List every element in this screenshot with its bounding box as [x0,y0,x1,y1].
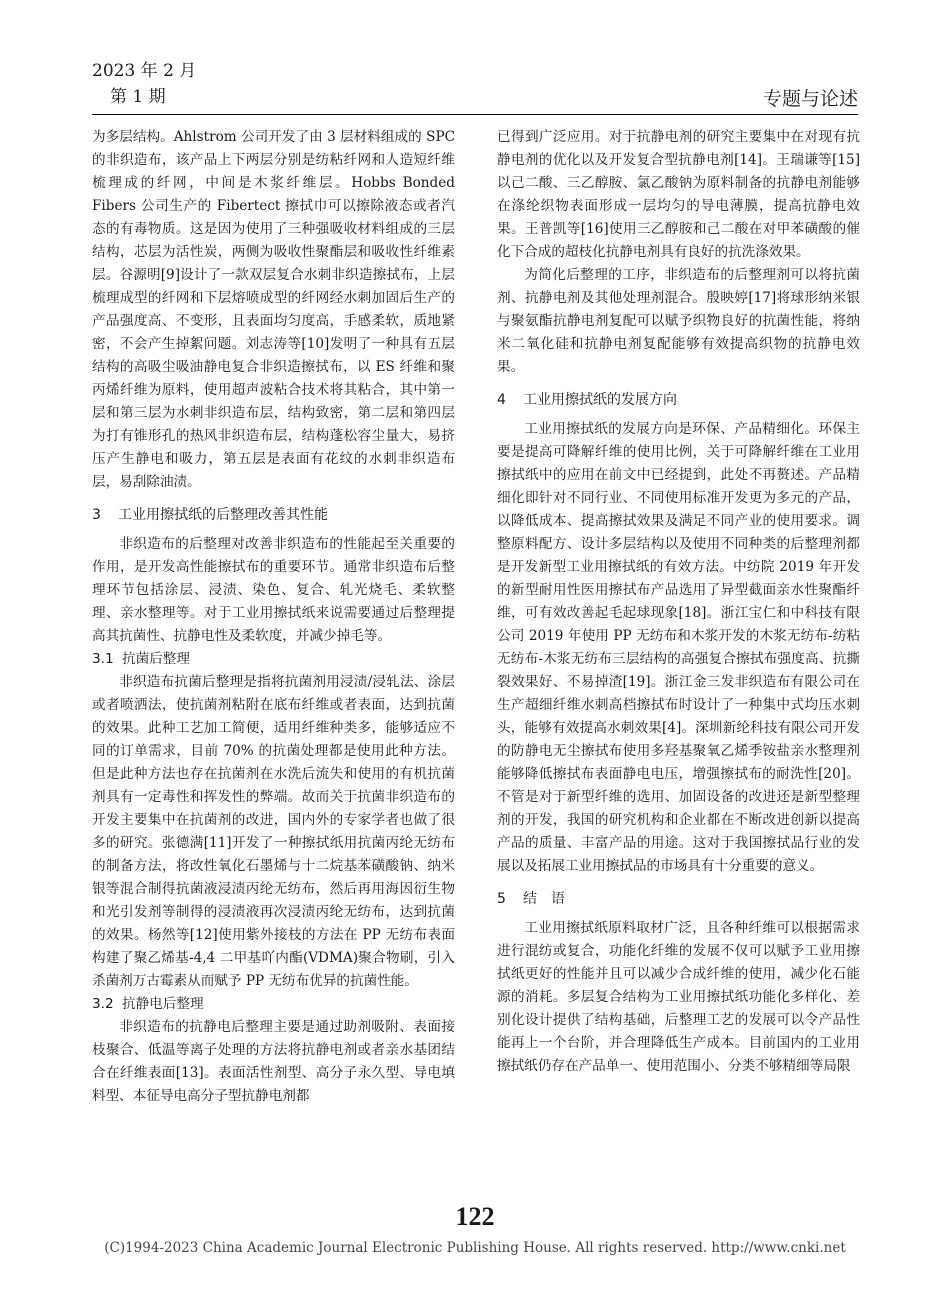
section-heading-5 [497,888,860,911]
issue-number: 第 1 期 [110,87,166,107]
paragraph: 为多层结构。Ahlstrom 公司开发了由 3 层材料组成的 SPC 的非织造布，该产品上下两层分别是纺粘纤网和人造短纤维梳理成的纤网，中间是木浆纤维层。Hobbs Bonded Fibers 公司生产的 Fibertect 擦拭巾可以擦除液态或者汽态的有毒物质。这是因为使用了三种强吸收材料组成的三层结构，芯层为活性炭，两侧为吸收性聚酯层和吸收性纤维素层。谷源明[9]设计了一款双层复合水刺非织造擦拭布，上层梳理成型的纤网和下层熔喷成型的纤网经水刺加固后生产的产品强度高、不变形，且表面均匀度高，手感柔软，质地紧密，不会产生掉絮问题。刘志涛等[10]发明了一种具有五层结构的高吸尘吸油静电复合非织造擦拭布，以 ES 纤维和聚丙烯纤维为原料，使用超声波粘合技术将其粘合，其中第一层和第三层为水刺非织造布层，结构致密，第二层和第四层为打有锥形孔的热风非织造布层，结构蓬松容尘量大，易挤压产生静电和吸力，第五层是表面有花纹的水刺非织造布层，易刮除油渍。 [92,129,455,490]
subsection-heading-3-1 [92,648,455,671]
section-title: 专题与论述 [762,88,858,110]
section-number: 4 [497,392,506,408]
section-heading-text: 工业用擦拭纸的后整理改善其性能 [118,507,328,523]
paragraph: 为简化后整理的工序，非织造布的后整理剂可以将抗菌剂、抗静电剂及其他处理剂混合。殷映婷[17]将球形纳米银与聚氨酯抗静电剂复配可以赋予织物良好的抗菌性能，将纳米二氧化硅和抗静电剂复配能够有效提高织物的抗静电效果。 [497,267,860,375]
section-heading-4 [497,389,860,412]
section-heading-3 [92,504,455,527]
paragraph: 工业用擦拭纸的发展方向是环保、产品精细化。环保主要是提高可降解纤维的使用比例，关于可降解纤维在工业用擦拭纸中的应用在前文中已经提到，此处不再赘述。产品精细化即针对不同行业、不同使用标准开发更为多元的产品，以降低成本、提高擦拭效果及满足不同产业的使用要求。调整原料配方、设计多层结构以及使用不同种类的后整理剂都是开发新型工业用擦拭纸的有效方法。中纺院 2019 年开发的新型耐用性医用擦拭布产品选用了异型截面亲水性聚酯纤维，可有效改善起毛起球现象[18]。浙江宝仁和中科技有限公司 2019 年使用 PP 无纺布和木浆开发的木浆无纺布-纺粘无纺布-木浆无纺布三层结构的高强复合擦拭布强度高、抗撕裂效果好、不易掉渣[19]。浙江金三发非织造布有限公司在生产超细纤维水刺高档擦拭布时设计了一种集中式均压水刺头，能够有效提高水刺效果[4]。深圳新纶科技有限公司开发的防静电无尘擦拭布使用多羟基聚氧乙烯季铵盐亲水整理剂能够降低擦拭布表面静电电压，增强擦拭布的耐洗性[20]。不管是对于新型纤维的选用、加固设备的改进还是新型整理剂的开发，我国的研究机构和企业都在不断改进创新以提高产品的质量、丰富产品的用途。这对于我国擦拭品行业的发展以及拓展工业用擦拭品的市场具有十分重要的意义。 [497,421,860,874]
section-heading-text: 工业用擦拭纸的发展方向 [523,392,677,408]
paragraph: 非织造布的抗静电后整理主要是通过助剂吸附、表面接枝聚合、低温等离子处理的方法将抗静电剂或者亲水基团结合在纤维表面[13]。表面活性剂型、高分子永久型、导电填料型、本征导电高分子型抗静电剂都 [92,1019,455,1104]
header-divider [92,114,858,115]
right-column [497,126,860,1078]
paragraph: 已得到广泛应用。对于抗静电剂的研究主要集中在对现有抗静电剂的优化以及开发复合型抗静电剂[14]。王瑞谦等[15]以己二酸、三乙醇胺、氯乙酸钠为原料制备的抗静电剂能够在涤纶织物表面形成一层均匀的导电薄膜，提高抗静电效果。王普凯等[16]使用三乙醇胺和己二酸在对甲苯磺酸的催化下合成的超枝化抗静电剂具有良好的抗洗涤效果。 [497,129,860,260]
section-number: 3 [92,507,101,523]
issue-date: 2023 年 2 月 [92,61,197,81]
section-number: 5 [497,891,506,907]
page-number: 122 [455,1202,495,1231]
copyright-footer: (C)1994-2023 China Academic Journal Electronic Publishing House. All rights reserved. http://www.cnki.net [104,1240,846,1256]
journal-header [92,58,196,110]
subsection-heading-text: 抗静电后整理 [122,996,204,1012]
paragraph: 非织造布抗菌后整理是指将抗菌剂用浸渍/浸轧法、涂层或者喷洒法，使抗菌剂粘附在底布纤维或者表面，达到抗菌的效果。此种工艺加工简便，适用纤维种类多，能够适应不同的订单需求，目前 70% 的抗菌处理都是使用此种方法。但是此种方法也存在抗菌剂在水洗后流失和使用的有机抗菌剂具有一定毒性和挥发性的弊端。故而关于抗菌非织造布的开发主要集中在抗菌剂的改进，国内外的专家学者也做了很多的研究。张德满[11]开发了一种擦拭纸用抗菌丙纶无纺布的制备方法，将改性氧化石墨烯与十二烷基苯磺酸钠、纳米银等混合制得抗菌液浸渍丙纶无纺布，然后再用海因衍生物和光引发剂等制得的浸渍液再次浸渍丙纶无纺布，达到抗菌的效果。杨然等[12]使用紫外接枝的方法在 PP 无纺布表面构建了聚乙烯基-4,4 二甲基吖内酯(VDMA)聚合物刷，引入杀菌剂万古霉素从而赋予 PP 无纺布优异的抗菌性能。 [92,674,455,989]
section-heading-text: 结 语 [523,891,565,907]
subsection-heading-3-2 [92,993,455,1016]
subsection-number: 3.2 [92,996,114,1012]
subsection-number: 3.1 [92,651,114,667]
subsection-heading-text: 抗菌后整理 [122,651,190,667]
left-column [92,126,455,1108]
paragraph: 非织造布的后整理对改善非织造布的性能起至关重要的作用，是开发高性能擦拭布的重要环节。通常非织造布后整理环节包括涂层、浸渍、染色、复合、轧光烧毛、柔软整理、亲水整理等。对于工业用擦拭纸来说需要通过后整理提高其抗菌性、抗静电性及柔软度，并减少掉毛等。 [92,536,455,644]
paragraph: 工业用擦拭纸原料取材广泛，且各种纤维可以根据需求进行混纺或复合，功能化纤维的发展不仅可以赋予工业用擦拭纸更好的性能并且可以减少合成纤维的使用，减少化石能源的消耗。多层复合结构为工业用擦拭纸功能化多样化、差别化设计提供了结构基础，后整理工艺的发展可以令产品性能再上一个台阶，并合理降低生产成本。目前国内的工业用擦拭纸仍存在产品单一、使用范围小、分类不够精细等局限 [497,920,860,1074]
